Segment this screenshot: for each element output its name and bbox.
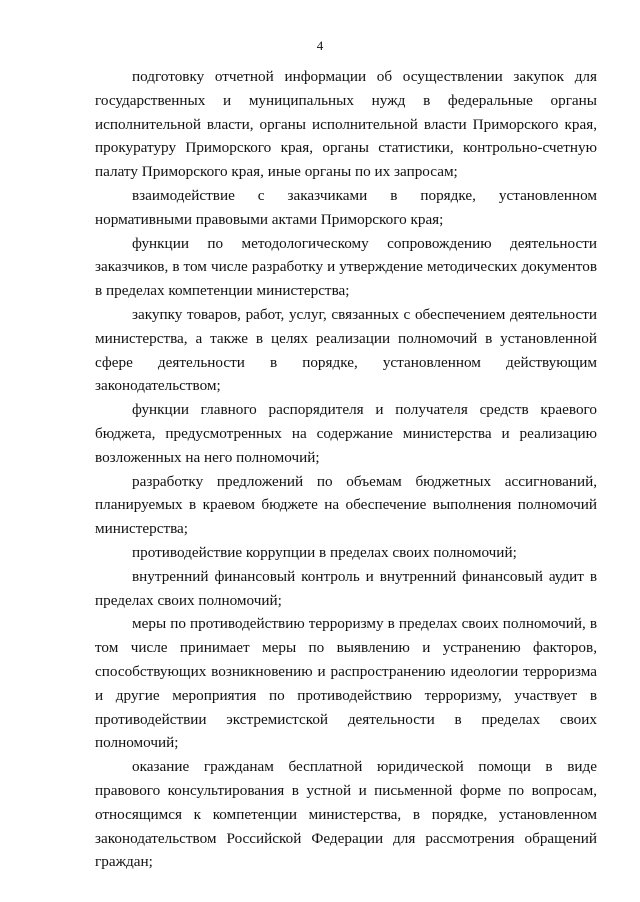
paragraph-procurement: закупку товаров, работ, услуг, связанных с обеспечением деятельности министерства, а также в целях реализации полномочий в установленной сфере деятельности в порядке, установленном действующим законодательством; <box>95 305 597 395</box>
paragraph-internal-audit: внутренний финансовый контроль и внутренний финансовый аудит в пределах своих полномочий; <box>95 567 597 609</box>
paragraph-legal-aid: оказание гражданам бесплатной юридической помощи в виде правового консультирования в устной и письменной форме по вопросам, относящимся к компетенции министерства, в порядке, установленном законодательством Российской Федерации для рассмотрения обращений граждан; <box>95 758 597 871</box>
document-body <box>95 65 597 874</box>
paragraph-budget-proposals: разработку предложений по объемам бюджетных ассигнований, планируемых в краевом бюджете на обеспечение выполнения полномочий министерства; <box>95 472 597 538</box>
paragraph-reporting-information: подготовку отчетной информации об осуществлении закупок для государственных и муниципальных нужд в федеральные органы исполнительной власти, органы исполнительной власти Приморского края, прокуратуру Приморского края, органы статистики, контрольно-счетную палату Приморского края, иные органы по их запросам; <box>95 68 597 181</box>
page-number: 4 <box>316 38 324 53</box>
paragraph-budget-functions: функции главного распорядителя и получателя средств краевого бюджета, предусмотренных на содержание министерства и реализацию возложенных на него полномочий; <box>95 401 597 466</box>
paragraph-counter-terrorism: меры по противодействию терроризму в пределах своих полномочий, в том числе принимает меры по выявлению и устранению факторов, способствующих возникновению и распространению идеологии терроризма и другие мероприятия по противодействию терроризму, участвует в противодействии экстремистской деятельности в пределах своих полномочий; <box>95 615 597 752</box>
paragraph-interaction-with-customers: взаимодействие с заказчиками в порядке, установленном нормативными правовыми актами Приморского края; <box>95 186 597 228</box>
paragraph-anti-corruption: противодействие коррупции в пределах своих полномочий; <box>132 543 517 561</box>
paragraph-methodological-support: функции по методологическому сопровождению деятельности заказчиков, в том числе разработку и утверждение методических документов в пределах компетенции министерства; <box>95 234 597 300</box>
